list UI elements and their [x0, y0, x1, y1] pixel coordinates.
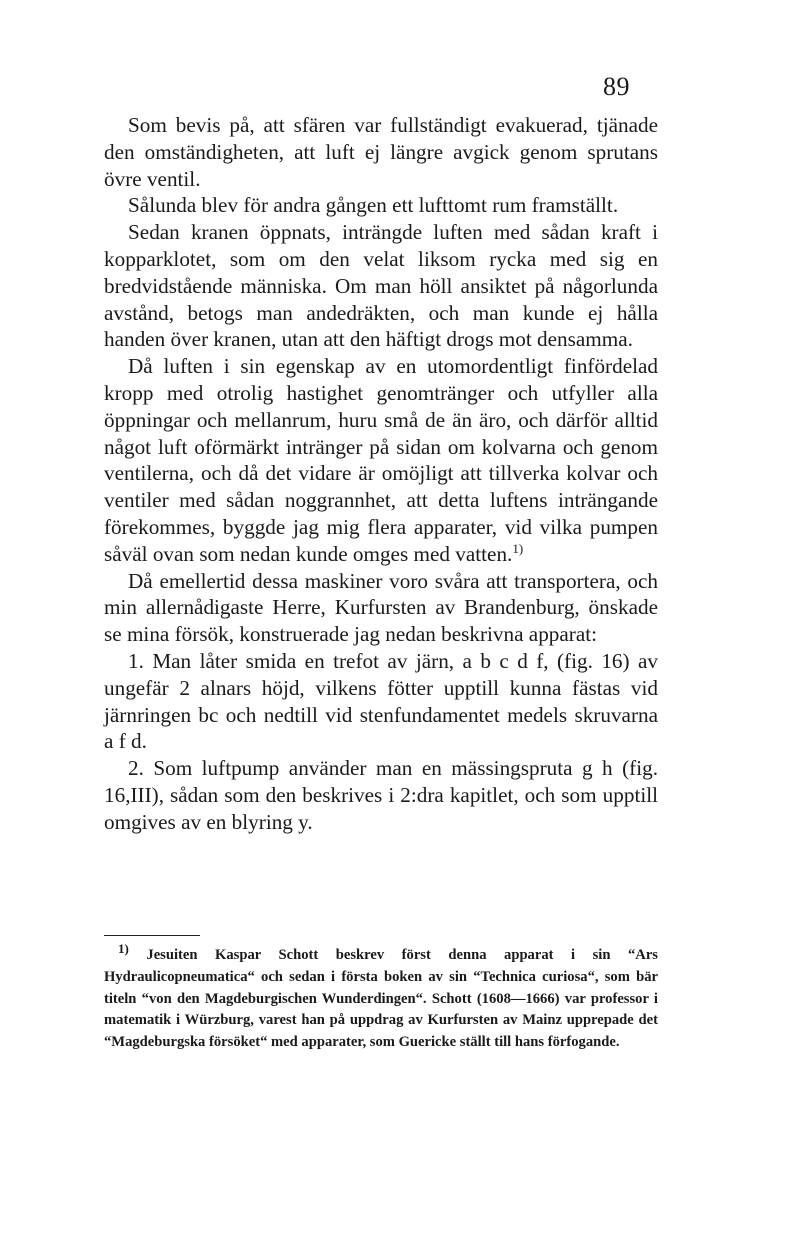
paragraph-7: 2. Som luftpump använder man en mässingspruta g h (fig. 16,III), sådan som den beskrives i 2:dra kapitlet, och som upptill omgives av en blyring y. [104, 756, 658, 834]
page-number: 89 [603, 72, 630, 101]
paragraph-2: Sålunda blev för andra gången ett lufttomt rum framställt. [128, 193, 619, 218]
paragraph-4-text: Då luften i sin egenskap av en utomordentligt finfördelad kropp med otrolig hastighet genomtränger och utfyller alla öppningar och mellanrum, huru små de än äro, och därför alltid något luft oförmärkt intränger på sidan om kolvarna och genom ventilerna, och då det vidare är omöjligt att tillverka kolvar och ventiler med sådan noggrannhet, att detta luftens inträngande förekommes, byggde jag mig flera apparater, vid vilka pumpen såväl ovan som nedan kunde omges med vatten. [104, 354, 658, 566]
footnote-marker: 1) [118, 941, 129, 957]
paragraph-1: Som bevis på, att sfären var fullständigt evakuerad, tjänade den omständigheten, att luft ej längre avgick genom sprutans övre ventil. [104, 113, 658, 191]
footnote-text: Jesuiten Kaspar Schott beskrev först denna apparat i sin “Ars Hydraulicopneumatica“ och sedan i första boken av sin “Technica curiosa“, som bär titeln “von den Magdeburgischen Wunderdingen“. Schott (1608—1666) var professor i matematik i Würzburg, varest han på uppdrag av Kurfursten av Mainz upprepade det “Magdeburgska försöket“ med apparater, som Guericke ställt till hans förfogande. [104, 947, 658, 1051]
paragraph-6: 1. Man låter smida en trefot av järn, a b c d f, (fig. 16) av ungefär 2 alnars höjd, vilkens fötter upptill kunna fästas vid järnringen bc och nedtill vid stenfundamentet medels skruvarna a f d. [104, 648, 658, 754]
footnote-paragraph [104, 941, 658, 1054]
body-text [104, 112, 658, 836]
paragraph-4 [104, 353, 658, 567]
paragraph-3: Sedan kranen öppnats, inträngde luften med sådan kraft i kopparklotet, som om den velat liksom rycka med sig en bredvidstående människa. Om man höll ansiktet på någorlunda avstånd, betogs man andedräkten, och man kunde ej hålla handen över kranen, utan att den häftigt drogs mot densamma. [104, 220, 658, 352]
footnote-divider [104, 935, 200, 936]
paragraph-5: Då emellertid dessa maskiner voro svåra att transportera, och min allernådigaste Herre, Kurfursten av Brandenburg, önskade se mina försök, konstruerade jag nedan beskrivna apparat: [104, 568, 658, 647]
footnote [104, 941, 658, 1054]
footnote-reference: 1) [512, 540, 524, 556]
